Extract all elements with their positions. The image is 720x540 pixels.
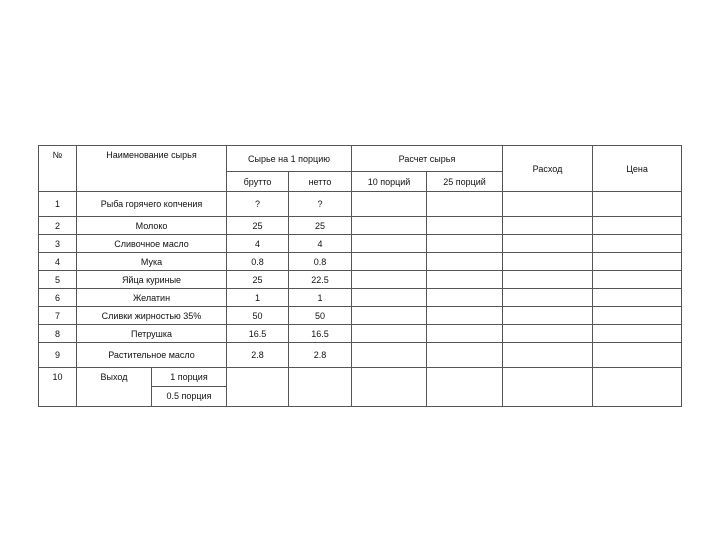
row-gross: 25 [227,271,289,289]
header-consumption: Расход [503,146,593,192]
row-price [593,217,682,235]
yield-row [39,368,682,386]
header-name: Наименование сырья [77,146,227,192]
row-num: 6 [39,289,77,307]
header-net: нетто [289,172,352,192]
row-name: Желатин [77,289,227,307]
row-num: 9 [39,343,77,368]
row-p10 [352,192,427,217]
header-calc: Расчет сырья [352,146,503,172]
row-gross: 50 [227,307,289,325]
row-gross: 2.8 [227,343,289,368]
row-consumption [503,271,593,289]
recipe-table [38,145,682,407]
yield-consumption [503,368,593,407]
row-p25 [427,235,503,253]
row-p25 [427,289,503,307]
row-name: Сливочное масло [77,235,227,253]
yield-price [593,368,682,407]
row-p10 [352,307,427,325]
row-p10 [352,217,427,235]
header-row-1 [39,146,682,172]
row-consumption [503,343,593,368]
yield-num: 10 [39,368,77,407]
row-num: 4 [39,253,77,271]
yield-label: Выход [77,368,152,406]
row-p25 [427,217,503,235]
yield-net [289,368,352,407]
row-gross: 25 [227,217,289,235]
row-gross: ? [227,192,289,217]
row-net: 50 [289,307,352,325]
row-p10 [352,343,427,368]
header-p25: 25 порций [427,172,503,192]
row-gross: 0.8 [227,253,289,271]
row-price [593,192,682,217]
row-num: 7 [39,307,77,325]
row-consumption [503,289,593,307]
yield-portion-05: 0.5 порция [166,391,212,402]
row-name: Сливки жирностью 35% [77,307,227,325]
row-consumption [503,217,593,235]
row-num: 5 [39,271,77,289]
table-row [39,253,682,271]
row-consumption [503,307,593,325]
table-row [39,307,682,325]
yield-portion-1: 1 порция [152,368,227,386]
yield-gross [227,368,289,407]
table-row [39,271,682,289]
row-price [593,343,682,368]
header-p10: 10 порций [352,172,427,192]
row-num: 1 [39,192,77,217]
row-price [593,325,682,343]
row-num: 8 [39,325,77,343]
row-net: 0.8 [289,253,352,271]
table-row [39,343,682,368]
row-p25 [427,307,503,325]
row-name: Яйца куриные [77,271,227,289]
row-gross: 4 [227,235,289,253]
table-row [39,235,682,253]
row-gross: 1 [227,289,289,307]
row-p25 [427,325,503,343]
row-net: 2.8 [289,343,352,368]
row-price [593,289,682,307]
row-net: 25 [289,217,352,235]
row-consumption [503,253,593,271]
row-name: Петрушка [77,325,227,343]
row-p10 [352,253,427,271]
row-price [593,253,682,271]
row-net: ? [289,192,352,217]
yield-cell [77,368,227,407]
row-name: Растительное масло [77,343,227,368]
table-row [39,192,682,217]
header-per-portion: Сырье на 1 порцию [227,146,352,172]
header-gross: брутто [227,172,289,192]
header-price: Цена [593,146,682,192]
row-p10 [352,289,427,307]
table-row [39,217,682,235]
row-name: Мука [77,253,227,271]
row-p10 [352,325,427,343]
row-price [593,271,682,289]
row-p25 [427,253,503,271]
row-num: 3 [39,235,77,253]
row-p10 [352,271,427,289]
row-price [593,235,682,253]
row-price [593,307,682,325]
row-consumption [503,235,593,253]
table-row [39,325,682,343]
row-net: 1 [289,289,352,307]
row-num: 2 [39,217,77,235]
row-gross: 16.5 [227,325,289,343]
table-row [39,289,682,307]
row-consumption [503,192,593,217]
yield-p10 [352,368,427,407]
row-net: 4 [289,235,352,253]
header-num: № [39,146,77,192]
row-p10 [352,235,427,253]
row-name: Рыба горячего копчения [77,192,227,217]
row-p25 [427,343,503,368]
row-net: 16.5 [289,325,352,343]
yield-inner-table [77,368,226,406]
row-p25 [427,271,503,289]
row-p25 [427,192,503,217]
row-consumption [503,325,593,343]
row-name: Молоко [77,217,227,235]
yield-p25 [427,368,503,407]
row-net: 22.5 [289,271,352,289]
